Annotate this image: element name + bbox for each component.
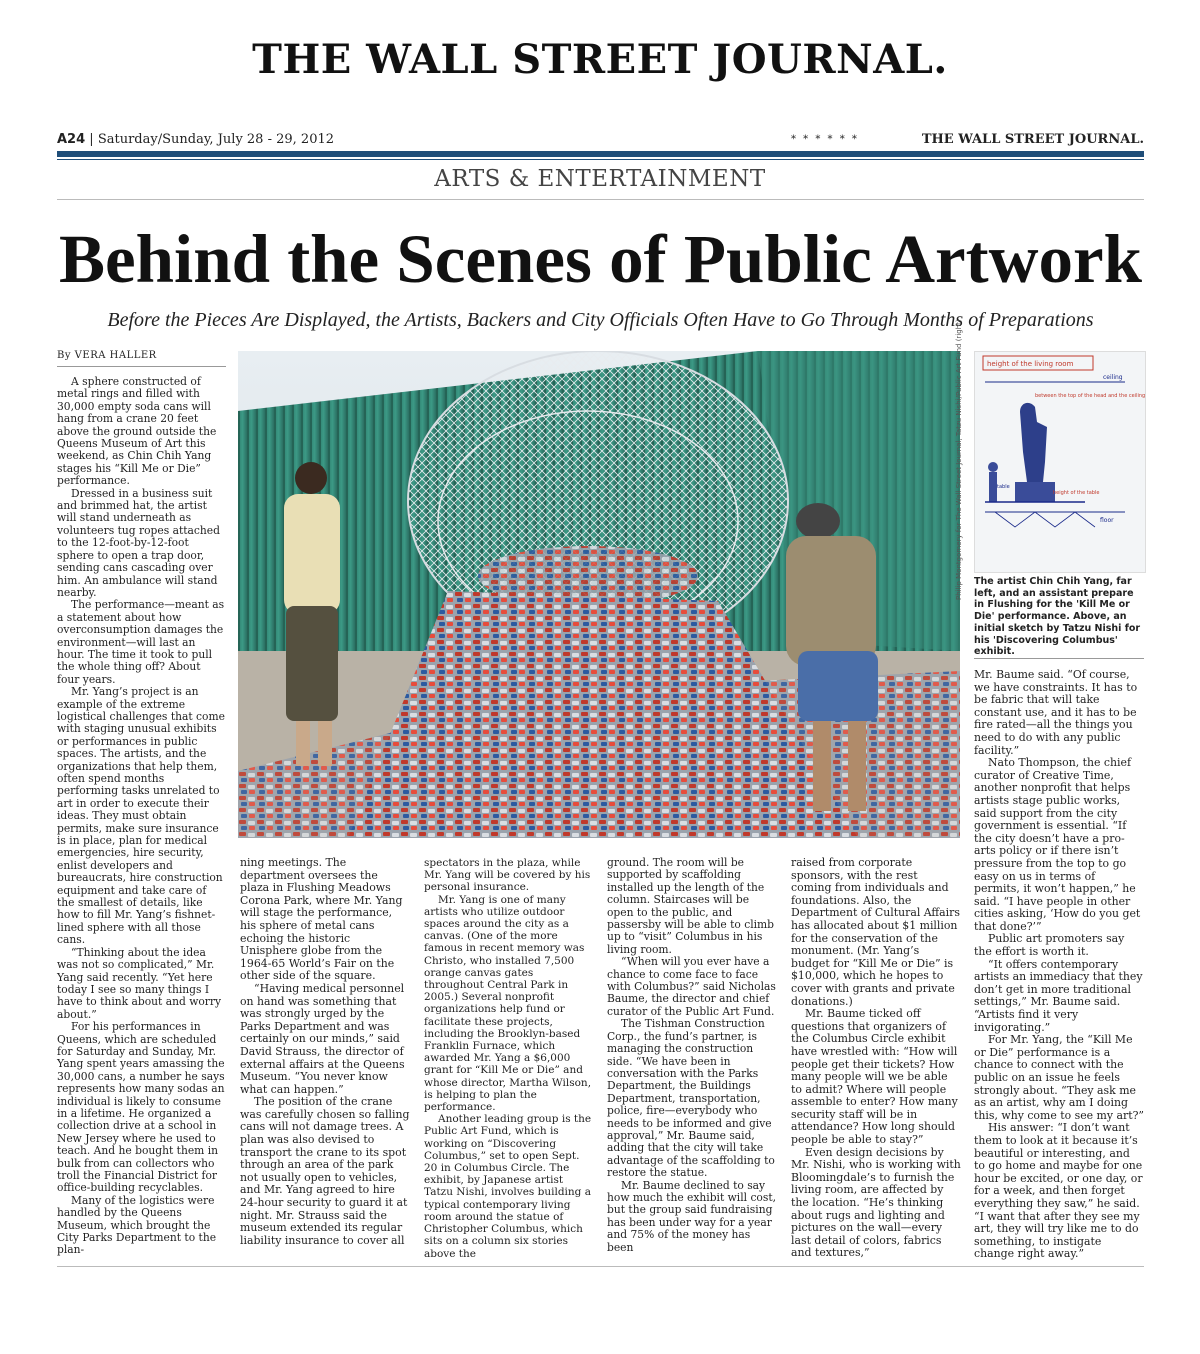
paragraph: Many of the logistics were handled by the Queens Museum, which brought the City Parks Department to the plan-: [57, 1193, 217, 1257]
paragraph: Mr. Baume said. “Of course, we have constraints. It has to be fabric that will take constant use, and it has to be fire rated—all the things you need to do with any public facility.”: [974, 668, 1138, 757]
folio-rule-thin: [57, 159, 1144, 160]
cans-sphere-photo: [238, 351, 960, 838]
folio-rule: [57, 151, 1144, 157]
paragraph: “Thinking about the idea was not so complicated,” Mr. Yang said recently. “Yet here today I see so many things I have to think about and worry about.”: [57, 945, 222, 1021]
sketch-floor-label: floor: [1100, 517, 1114, 524]
folio-left: [57, 132, 334, 147]
artist-figure: [284, 462, 340, 766]
caption-rule: [974, 658, 1144, 659]
paragraph: Nato Thompson, the chief curator of Creative Time, another nonprofit that helps artists stage public works, said support from the city government is essential. “If the city doesn’t have a pro-arts policy or if there isn’t pressure from the top to go easy on us in terms of permits, it won’t happen,” he said. “I have people in other cities asking, ‘How do you get that done?’”: [974, 756, 1141, 933]
paragraph: Even design decisions by Mr. Nishi, who is working with Bloomingdale’s to furnish the living room, are affected by the location. “He’s thinking about rugs and lighting and pictures on the wall—every last detail of colors, fabrics and textures,”: [791, 1145, 961, 1260]
paragraph: “Having medical personnel on hand was something that was strongly urged by the Parks Department and was certainly on our minds,” said David Strauss, the director of external affairs at the Queens Museum. “You never know what can happen.”: [240, 981, 405, 1096]
byline-rule: [57, 366, 226, 367]
bottom-rule: [57, 1266, 1144, 1267]
article-column-3: [424, 857, 592, 1260]
article-column-2: [240, 857, 410, 1247]
byline: By VERA HALLER: [57, 350, 157, 361]
folio-separator: |: [89, 132, 94, 147]
paragraph: spectators in the plaza, while Mr. Yang will be covered by his personal insurance.: [424, 857, 591, 894]
paragraph: Mr. Yang is one of many artists who utilize outdoor spaces around the city as a canvas. (One of the more famous in recent memory was Christo, who installed 7,500 orange canvas gates throughout Central Park in 2005.) Several nonprofit organizations help fund or facilitate these projects, including the Brooklyn-based Franklin Furnace, which awarded Mr. Yang a $6,000 grant for “Kill Me or Die” and whose director, Martha Wilson, is helping to plan the performance.: [424, 893, 592, 1114]
columbus-sketch: [975, 352, 1145, 572]
paragraph: For Mr. Yang, the “Kill Me or Die” performance is a chance to connect with the public on an issue he feels strongly about. “They ask me as an artist, why am I doing this, why come to see my art?”: [974, 1033, 1144, 1122]
paragraph: His answer: “I don’t want them to look at it because it’s beautiful or interesting, and to go home and maybe for one hour be excited, or one day, or for a week, and then forget everything they saw,” he said. “I want that after they see my art, they will try like me to do something, to instigate change right away.”: [974, 1121, 1143, 1261]
article-column-5: [791, 857, 961, 1260]
page-number: A24: [57, 132, 86, 147]
sketch-table-label: height of the table: [1053, 490, 1100, 496]
paragraph: Mr. Baume declined to say how much the exhibit will cost, but the group said fundraising has been under way for a year and 75% of the money has been: [607, 1178, 777, 1254]
masthead: THE WALL STREET JOURNAL.: [252, 36, 948, 83]
headline: Behind the Scenes of Public Artwork: [59, 221, 1142, 297]
paragraph: The performance—meant as a statement about how overconsumption damages the environment—will last an hour. The time it took to pull the whole thing off? About four years.: [57, 598, 225, 686]
paragraph: Another leading group is the Public Art Fund, which is working on “Discovering Columbus,” set to open Sept. 20 in Columbus Circle. The exhibit, by Japanese artist Tatzu Nishi, involves building a typical contemporary living room around the statue of Christopher Columbus, which sits on a column six stories above the: [424, 1113, 592, 1260]
paragraph: ning meetings. The department oversees the plaza in Flushing Meadows Corona Park, where Mr. Yang will stage the performance, his sphere of metal cans echoing the historic Unisphere globe from the 1964-65 World’s Fair on the other side of the square.: [240, 856, 403, 983]
folio-paper-name: THE WALL STREET JOURNAL.: [921, 132, 1144, 147]
paragraph: Mr. Yang’s project is an example of the extreme logistical challenges that come with staging unusual exhibits or performances in public spaces. The artists, and the organizations that help them, often spend months performing tasks unrelated to art in order to execute their ideas. They must obtain permits, make sure insurance is in place, plan for medical emergencies, hire security, enlist developers and bureaucrats, hire construction equipment and take care of the smallest of details, like how to fill Mr. Yang’s fishnet-lined sphere with all those cans.: [57, 685, 225, 947]
paragraph: “When will you ever have a chance to come face to face with Columbus?” said Nicholas Baume, the director and chief curator of the Public Art Fund.: [607, 955, 776, 1018]
paragraph: The position of the crane was carefully chosen so falling cans will not damage trees. A plan was also devised to transport the crane to its spot through an area of the park not usually open to vehicles, and Mr. Yang agreed to hire 24-hour security to guard it at night. Mr. Strauss said the museum extended its regular liability insurance to cover all: [240, 1095, 410, 1247]
sketch-table-word: table: [997, 484, 1010, 490]
photo-caption: The artist Chin Chih Yang, far left, and an assistant prepare in Flushing for the 'Kill Me or Die' performance. Above, an initial sketch by Tatzu Nishi for his 'Discovering Columbus' exhibit.: [974, 576, 1141, 658]
paragraph: Mr. Baume ticked off questions that organizers of the Columbus Circle exhibit have wrestled with: “How will people get their tickets? How many people will we be able to admit? Where will people assemble to enter? How many security staff will be in attendance? How long should people be able to stay?”: [791, 1007, 958, 1147]
article-column-4: [607, 857, 777, 1254]
paragraph: raised from corporate sponsors, with the rest coming from individuals and foundations. Also, the Department of Cultural Affairs has allocated about $1 million for the conservation of the monument. (Mr. Yang’s budget for “Kill Me or Die” is $10,000, which he hopes to cover with grants and private donations.): [791, 856, 960, 1008]
deck: Before the Pieces Are Displayed, the Artists, Backers and City Officials Often Have to Go Through Months of Preparations: [107, 309, 1094, 331]
folio-line: [57, 132, 1144, 150]
sketch-title: height of the living room: [987, 360, 1074, 368]
article-column-6: [974, 669, 1144, 1261]
edition-stars: * * * * * *: [791, 134, 859, 145]
paragraph: The Tishman Construction Corp., the fund’s partner, is managing the construction side. “We have been in conversation with the Parks Department, the Buildings Department, transportation, police, fire—everybody who needs to be informed and give approval,” Mr. Baume said, adding that the city will take advantage of the scaffolding to restore the statue.: [607, 1017, 775, 1180]
paragraph: “It offers contemporary artists an immediacy that they don’t get in more traditional settings,” Mr. Baume said. “Artists find it very invigorating.”: [974, 957, 1143, 1034]
paragraph: Public art promoters say the effort is worth it.: [974, 932, 1125, 959]
section-title: ARTS & ENTERTAINMENT: [434, 166, 766, 192]
sketch-image: [974, 351, 1146, 573]
sketch-gap-label: between the top of the head and the ceiling: [1035, 393, 1145, 399]
photo-credit: Philip Montgomery for The Wall Street Journal, Tatzu Nishi/Public Art Fund (right): [955, 319, 963, 600]
issue-date: Saturday/Sunday, July 28 - 29, 2012: [97, 132, 335, 147]
section-rule: [57, 199, 1144, 200]
paragraph: Dressed in a business suit and brimmed hat, the artist will stand underneath as volunteers tug ropes attached to the 12-foot-by-12-foot sphere to open a trap door, sending cans cascading over him. An ambulance will stand nearby.: [57, 486, 220, 599]
article-column-1: [57, 376, 226, 1257]
paragraph: For his performances in Queens, which are scheduled for Saturday and Sunday, Mr. Yang spent years amassing the 30,000 cans, a number he says represents how many sodas an individual is likely to consume in a lifetime. He organized a collection drive at a school in New Jersey where he used to teach. And he bought them in bulk from can collectors who troll the Financial District for office-building recyclables.: [57, 1020, 225, 1195]
paragraph: A sphere constructed of metal rings and filled with 30,000 empty soda cans will hang from a crane 20 feet above the ground outside the Queens Museum of Art this weekend, as Chin Chih Yang stages his “Kill Me or Die” performance.: [57, 375, 217, 488]
sketch-ceiling-label: ceiling: [1103, 374, 1123, 381]
paragraph: ground. The room will be supported by scaffolding installed up the length of the column. Staircases will be open to the public, and passersby will be able to climb up to “visit” Columbus in his living room.: [607, 856, 775, 956]
main-photo: [238, 351, 960, 838]
